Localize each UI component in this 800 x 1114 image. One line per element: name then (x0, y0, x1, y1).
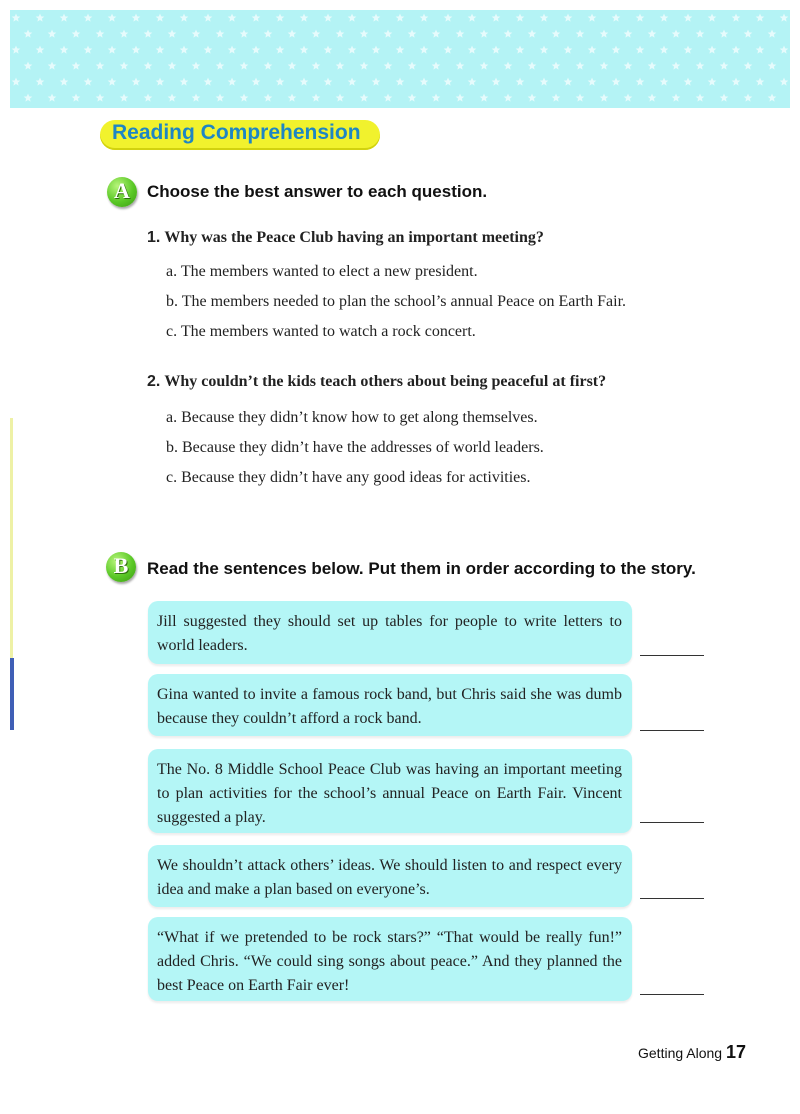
star-decoration (708, 78, 717, 86)
option-2b: b. Because they didn’t have the addresses of world leaders. (166, 439, 544, 456)
star-decoration (108, 14, 117, 22)
star-decoration (552, 94, 561, 102)
star-decoration (768, 94, 777, 102)
star-decoration (12, 46, 21, 54)
star-decoration (360, 30, 369, 38)
star-decoration (216, 62, 225, 70)
star-decoration (516, 14, 525, 22)
star-decoration (372, 14, 381, 22)
header-banner (10, 10, 790, 108)
star-decoration (468, 14, 477, 22)
star-decoration (360, 62, 369, 70)
order-blank-2[interactable] (640, 730, 704, 731)
question-text: Why couldn’t the kids teach others about being peaceful at first? (164, 373, 607, 390)
star-decoration (528, 94, 537, 102)
star-decoration (420, 14, 429, 22)
star-decoration (156, 46, 165, 54)
star-decoration (420, 78, 429, 86)
order-blank-4[interactable] (640, 898, 704, 899)
star-decoration (144, 30, 153, 38)
star-decoration (660, 78, 669, 86)
star-decoration (264, 94, 273, 102)
star-decoration (720, 94, 729, 102)
star-decoration (564, 46, 573, 54)
star-decoration (372, 78, 381, 86)
star-pattern (10, 10, 790, 108)
star-decoration (300, 14, 309, 22)
star-decoration (312, 62, 321, 70)
star-decoration (480, 62, 489, 70)
star-decoration (756, 78, 765, 86)
star-decoration (312, 30, 321, 38)
star-decoration (648, 62, 657, 70)
question-2 (147, 373, 606, 391)
star-decoration (168, 30, 177, 38)
star-decoration (744, 62, 753, 70)
option-1b: b. The members needed to plan the school’s annual Peace on Earth Fair. (166, 293, 627, 310)
star-decoration (24, 94, 33, 102)
star-decoration (744, 30, 753, 38)
star-decoration (300, 46, 309, 54)
star-decoration (672, 30, 681, 38)
star-decoration (684, 78, 693, 86)
sentence-card-5 (148, 917, 632, 1001)
star-decoration (60, 14, 69, 22)
page-number: 17 (726, 1042, 747, 1062)
star-decoration (180, 46, 189, 54)
star-decoration (516, 46, 525, 54)
star-decoration (564, 14, 573, 22)
star-decoration (600, 94, 609, 102)
star-decoration (552, 30, 561, 38)
sentence-text: “What if we pretended to be rock stars?” “That would be really fun!” added Chris. “We could sing songs about peace.” And they planned the best Peace on Earth Fair ever! (157, 929, 622, 994)
star-decoration (252, 78, 261, 86)
star-decoration (444, 14, 453, 22)
star-decoration (228, 46, 237, 54)
star-decoration (672, 62, 681, 70)
star-decoration (36, 46, 45, 54)
star-decoration (684, 46, 693, 54)
star-decoration (336, 62, 345, 70)
star-decoration (636, 46, 645, 54)
section-title: Reading Comprehension (112, 121, 361, 144)
star-decoration (696, 94, 705, 102)
star-decoration (444, 46, 453, 54)
star-decoration (576, 30, 585, 38)
star-decoration (132, 46, 141, 54)
star-decoration (72, 30, 81, 38)
star-decoration (84, 78, 93, 86)
question-number: 1. (147, 229, 161, 246)
star-decoration (144, 62, 153, 70)
footer-unit-label: Getting Along (638, 1045, 723, 1061)
star-decoration (468, 46, 477, 54)
star-decoration (60, 46, 69, 54)
star-decoration (588, 14, 597, 22)
star-decoration (540, 78, 549, 86)
order-blank-3[interactable] (640, 822, 704, 823)
star-decoration (48, 30, 57, 38)
question-number: 2. (147, 373, 161, 390)
star-decoration (696, 30, 705, 38)
star-decoration (456, 30, 465, 38)
star-decoration (588, 46, 597, 54)
star-decoration (504, 94, 513, 102)
star-decoration (528, 62, 537, 70)
star-decoration (492, 14, 501, 22)
star-decoration (288, 30, 297, 38)
star-decoration (468, 78, 477, 86)
star-decoration (480, 94, 489, 102)
star-decoration (348, 14, 357, 22)
star-decoration (132, 78, 141, 86)
section-heading (100, 120, 380, 150)
star-decoration (12, 14, 21, 22)
sentence-card-1 (148, 601, 632, 664)
option-2c: c. Because they didn’t have any good ideas for activities. (166, 469, 531, 486)
sentence-text: Jill suggested they should set up tables for people to write letters to world leaders. (157, 613, 622, 654)
star-decoration (504, 62, 513, 70)
star-decoration (396, 78, 405, 86)
part-a-badge: A (107, 177, 137, 207)
option-1c: c. The members wanted to watch a rock concert. (166, 323, 476, 340)
star-decoration (180, 78, 189, 86)
star-decoration (504, 30, 513, 38)
star-decoration (444, 78, 453, 86)
star-decoration (108, 46, 117, 54)
star-decoration (708, 46, 717, 54)
star-decoration (612, 14, 621, 22)
star-decoration (612, 78, 621, 86)
star-decoration (420, 46, 429, 54)
sentence-text: Gina wanted to invite a famous rock band, but Chris said she was dumb because they couldn’t afford a rock band. (157, 686, 622, 727)
option-1a: a. The members wanted to elect a new president. (166, 263, 478, 280)
star-decoration (768, 62, 777, 70)
star-decoration (744, 94, 753, 102)
star-decoration (756, 46, 765, 54)
star-decoration (600, 30, 609, 38)
star-decoration (228, 78, 237, 86)
star-decoration (240, 94, 249, 102)
star-decoration (192, 94, 201, 102)
star-decoration (120, 62, 129, 70)
star-decoration (480, 30, 489, 38)
sentence-text: We shouldn’t attack others’ ideas. We should listen to and respect every idea and make a plan based on everyone’s. (157, 857, 622, 898)
star-decoration (96, 30, 105, 38)
star-decoration (432, 30, 441, 38)
sentence-text: The No. 8 Middle School Peace Club was having an important meeting to plan activities for the school’s annual Peace on Earth Fair. Vincent suggested a play. (157, 761, 622, 826)
star-decoration (528, 30, 537, 38)
star-decoration (396, 46, 405, 54)
star-decoration (48, 94, 57, 102)
star-decoration (756, 14, 765, 22)
part-a-instruction: Choose the best answer to each question. (147, 182, 488, 201)
star-decoration (252, 46, 261, 54)
star-decoration (516, 78, 525, 86)
star-decoration (684, 14, 693, 22)
star-decoration (180, 14, 189, 22)
star-decoration (324, 14, 333, 22)
part-b-instruction: Read the sentences below. Put them in order according to the story. (147, 559, 696, 578)
sentence-card-3 (148, 749, 632, 833)
star-decoration (240, 62, 249, 70)
star-decoration (708, 14, 717, 22)
star-decoration (780, 46, 789, 54)
star-decoration (456, 62, 465, 70)
star-decoration (432, 94, 441, 102)
star-decoration (552, 62, 561, 70)
star-decoration (384, 30, 393, 38)
side-rule-yellow (10, 418, 13, 658)
star-decoration (204, 78, 213, 86)
star-decoration (408, 30, 417, 38)
star-decoration (732, 78, 741, 86)
star-decoration (408, 94, 417, 102)
star-decoration (84, 46, 93, 54)
star-decoration (372, 46, 381, 54)
star-decoration (264, 30, 273, 38)
star-decoration (192, 62, 201, 70)
star-decoration (348, 78, 357, 86)
option-2a: a. Because they didn’t know how to get along themselves. (166, 409, 538, 426)
order-blank-5[interactable] (640, 994, 704, 995)
star-decoration (12, 78, 21, 86)
star-decoration (648, 30, 657, 38)
star-decoration (660, 14, 669, 22)
part-b-badge: B (106, 552, 136, 582)
star-decoration (120, 94, 129, 102)
star-decoration (396, 14, 405, 22)
star-decoration (96, 94, 105, 102)
star-decoration (240, 30, 249, 38)
star-decoration (360, 94, 369, 102)
star-decoration (288, 94, 297, 102)
star-decoration (24, 30, 33, 38)
star-decoration (204, 46, 213, 54)
star-decoration (624, 94, 633, 102)
star-decoration (636, 14, 645, 22)
star-decoration (144, 94, 153, 102)
star-decoration (276, 78, 285, 86)
star-decoration (624, 62, 633, 70)
star-decoration (216, 30, 225, 38)
question-text: Why was the Peace Club having an important meeting? (164, 229, 544, 246)
star-decoration (108, 78, 117, 86)
star-decoration (288, 62, 297, 70)
star-decoration (84, 14, 93, 22)
star-decoration (564, 78, 573, 86)
question-1 (147, 229, 544, 247)
star-decoration (588, 78, 597, 86)
star-decoration (132, 14, 141, 22)
sentence-card-2 (148, 674, 632, 736)
star-decoration (540, 46, 549, 54)
star-decoration (492, 46, 501, 54)
star-decoration (192, 30, 201, 38)
star-decoration (732, 46, 741, 54)
star-decoration (36, 14, 45, 22)
star-decoration (48, 62, 57, 70)
star-decoration (612, 46, 621, 54)
star-decoration (492, 78, 501, 86)
star-decoration (96, 62, 105, 70)
star-decoration (384, 62, 393, 70)
star-decoration (168, 94, 177, 102)
star-decoration (336, 94, 345, 102)
star-decoration (576, 62, 585, 70)
star-decoration (168, 62, 177, 70)
star-decoration (324, 78, 333, 86)
star-decoration (264, 62, 273, 70)
star-decoration (456, 94, 465, 102)
star-decoration (384, 94, 393, 102)
star-decoration (576, 94, 585, 102)
star-decoration (276, 46, 285, 54)
star-decoration (720, 62, 729, 70)
star-decoration (72, 62, 81, 70)
star-decoration (720, 30, 729, 38)
star-decoration (624, 30, 633, 38)
star-decoration (120, 30, 129, 38)
star-decoration (216, 94, 225, 102)
star-decoration (732, 14, 741, 22)
star-decoration (204, 14, 213, 22)
star-decoration (156, 14, 165, 22)
side-rule-blue (10, 658, 14, 730)
star-decoration (432, 62, 441, 70)
star-decoration (636, 78, 645, 86)
star-decoration (72, 94, 81, 102)
star-decoration (36, 78, 45, 86)
star-decoration (600, 62, 609, 70)
star-decoration (540, 14, 549, 22)
star-decoration (156, 78, 165, 86)
star-decoration (24, 62, 33, 70)
star-decoration (408, 62, 417, 70)
star-decoration (276, 14, 285, 22)
star-decoration (768, 30, 777, 38)
star-decoration (696, 62, 705, 70)
star-decoration (336, 30, 345, 38)
star-decoration (780, 14, 789, 22)
star-decoration (648, 94, 657, 102)
star-decoration (780, 78, 789, 86)
star-decoration (300, 78, 309, 86)
star-decoration (60, 78, 69, 86)
order-blank-1[interactable] (640, 655, 704, 656)
star-decoration (324, 46, 333, 54)
star-decoration (660, 46, 669, 54)
star-decoration (252, 14, 261, 22)
star-decoration (672, 94, 681, 102)
star-decoration (348, 46, 357, 54)
star-decoration (228, 14, 237, 22)
star-decoration (312, 94, 321, 102)
sentence-card-4 (148, 845, 632, 907)
